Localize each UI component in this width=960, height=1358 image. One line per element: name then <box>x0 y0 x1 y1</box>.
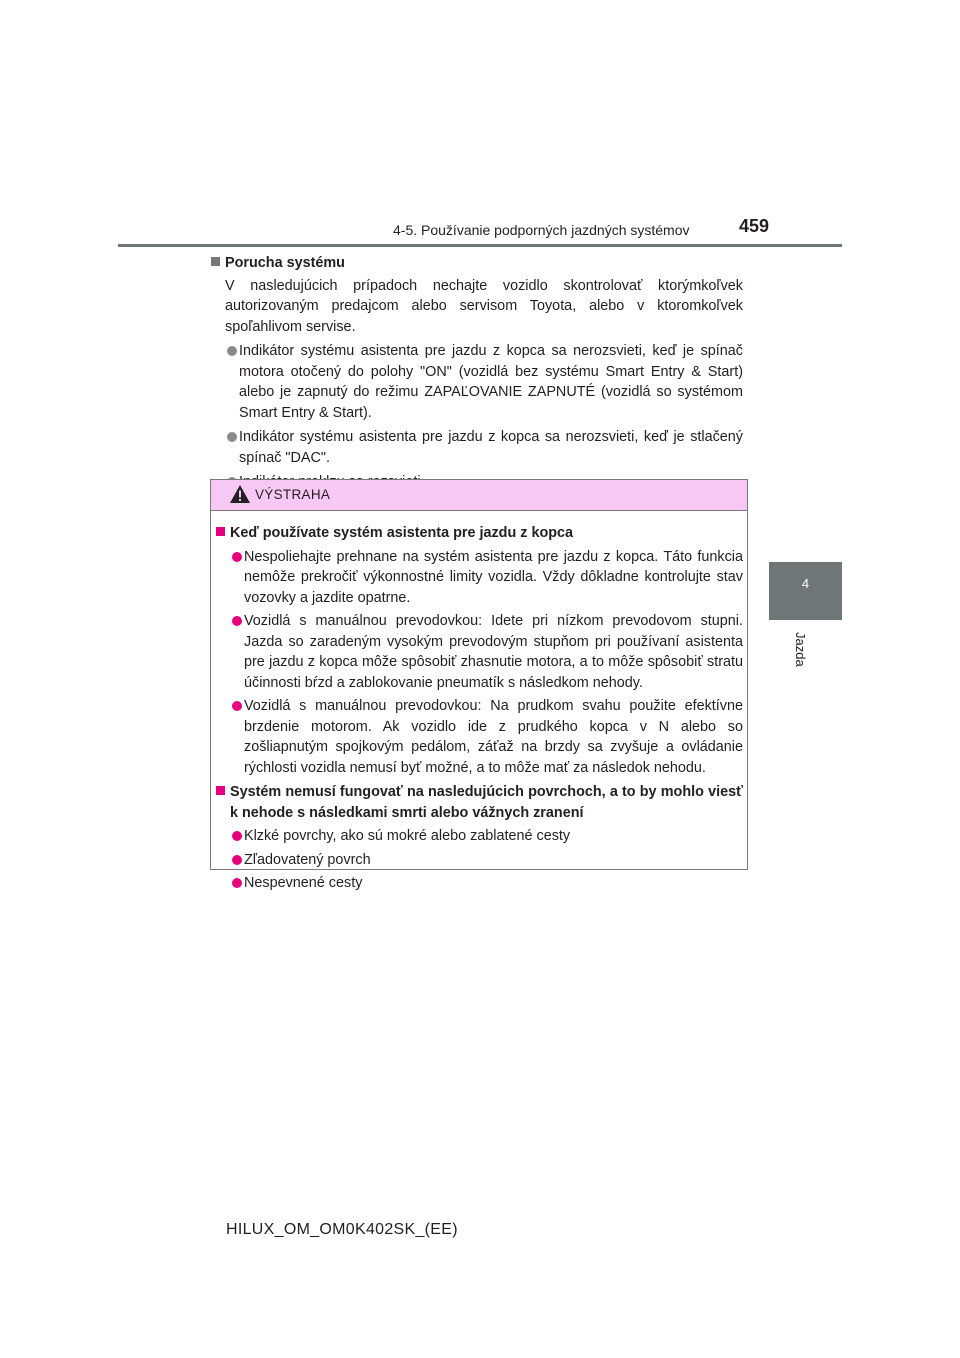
circle-bullet-icon <box>232 855 242 865</box>
warning-header <box>211 480 747 511</box>
section-heading-text: Porucha systému <box>225 255 345 271</box>
list-item: Nespoliehajte prehnane na systém asistenta pre jazdu z kopca. Táto funkcia nemôže prekročiť výkonnostné limity vozidla. Vždy dôkladne kontrolujte stav vozovky a jazdite opatrne. <box>216 547 743 609</box>
warning-body <box>211 511 747 894</box>
main-content <box>211 253 743 493</box>
section-intro: V nasledujúcich prípadoch nechajte vozidlo skontrolovať ktorýmkoľvek autorizovaným predajcom alebo servisom Toyota, alebo v ktoromkoľvek spoľahlivom servise. <box>225 277 743 335</box>
circle-bullet-icon <box>232 878 242 888</box>
section-heading <box>211 253 743 274</box>
list-item: Indikátor systému asistenta pre jazdu z kopca sa nerozsvieti, keď je spínač motora otočený do polohy "ON" (vozidlá bez systému Smart Entry & Start) alebo je zapnutý do režimu ZAPAĽOVANIE ZAPNUTÉ (vozidlá so systémom Smart Entry & Start). <box>211 341 743 423</box>
footer-code: HILUX_OM_OM0K402SK_(EE) <box>226 1221 458 1238</box>
circle-bullet-icon <box>227 346 237 356</box>
warning-group-heading: Systém nemusí fungovať na nasledujúcich povrchoch, a to by mohlo viesť k nehode s následkami smrti alebo vážnych zranení <box>216 782 743 823</box>
warning-triangle-icon <box>229 484 251 504</box>
list-item: Indikátor systému asistenta pre jazdu z kopca sa nerozsvieti, keď je stlačený spínač "DAC". <box>211 427 743 468</box>
circle-bullet-icon <box>232 616 242 626</box>
warning-group-heading: Keď používate systém asistenta pre jazdu z kopca <box>216 523 743 544</box>
chapter-number: 4 <box>801 576 810 591</box>
chapter-label: Jazda <box>793 632 808 667</box>
warning-box <box>210 479 748 891</box>
circle-bullet-icon <box>232 552 242 562</box>
chapter-tab <box>769 562 842 620</box>
square-bullet-icon <box>216 527 225 536</box>
square-bullet-icon <box>216 786 225 795</box>
warning-title: VÝSTRAHA <box>255 487 331 502</box>
warning-bullet-list <box>216 826 743 894</box>
list-item: Zľadovatený povrch <box>216 850 743 871</box>
circle-bullet-icon <box>227 432 237 442</box>
warning-bullet-list <box>216 547 743 779</box>
circle-bullet-icon <box>232 831 242 841</box>
header-rule <box>118 244 842 247</box>
section-bullet-list <box>211 341 743 493</box>
page-number: 459 <box>739 216 770 236</box>
list-item: Klzké povrchy, ako sú mokré alebo zablatené cesty <box>216 826 743 847</box>
list-item: Nespevnené cesty <box>216 873 743 894</box>
square-bullet-icon <box>211 257 220 266</box>
circle-bullet-icon <box>232 701 242 711</box>
header-title: 4-5. Používanie podporných jazdných systémov <box>393 222 690 238</box>
list-item: Vozidlá s manuálnou prevodovkou: Idete pri nízkom prevodovom stupni. Jazda so zaradeným vysokým prevodovým stupňom pri používaní asistenta pre jazdu z kopca môže spôsobiť zhasnutie motora, a to môže spôsobiť stratu účinnosti bŕzd a zablokovanie pneumatík s následkom nehody. <box>216 611 743 693</box>
list-item: Vozidlá s manuálnou prevodovkou: Na prudkom svahu použite efektívne brzdenie motorom. Ak vozidlo ide z prudkého kopca v N alebo so zošliapnutým spojkovým pedálom, záťaž na brzdy sa zvyšuje a ovládanie rýchlosti vozidla nemusí byť možné, a to môže mať za následok nehodu. <box>216 696 743 778</box>
